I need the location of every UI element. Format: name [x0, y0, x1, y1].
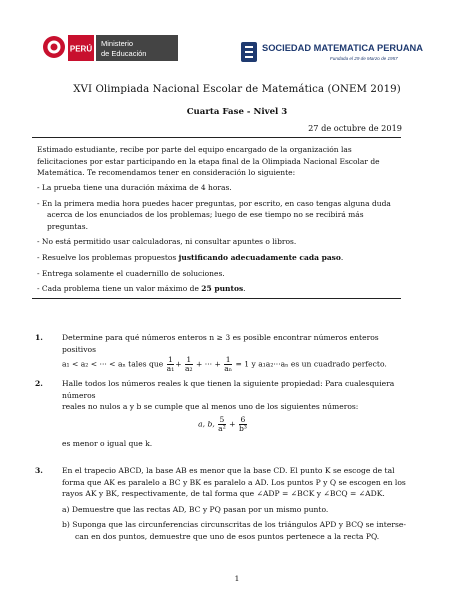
svg-text:SOCIEDAD MATEMATICA PERUANA: SOCIEDAD MATEMATICA PERUANA [262, 43, 423, 53]
instructions-list [37, 182, 399, 299]
page-subtitle: Cuarta Fase - Nivel 3 [186, 107, 288, 117]
svg-text:de Educación: de Educación [101, 49, 147, 58]
instruction-item: - Cada problema tiene un valor máximo de 25 puntos. [37, 284, 246, 294]
svg-text:Ministerio: Ministerio [101, 39, 134, 48]
problem-2-formula: a, b, $\frac{5}{\text{a²}}$ + $\frac{6}{\text{b³}}$ [198, 415, 247, 434]
problem-2-line3: es menor o igual que k. [62, 439, 153, 449]
fraction: $\frac{1}{\text{a₁}}$ [166, 355, 175, 374]
problem-number: 2. [35, 379, 43, 388]
instruction-item: - Resuelve los problemas propuestos justificando adecuadamente cada paso. [37, 252, 344, 262]
problem-2-line2: reales no nulos a y b se cumple que al menos uno de los siguientes números: [62, 402, 359, 412]
problem-3-line2: forma que AK es paralelo a BC y BK es paralelo a AD. Los puntos P y Q se escogen en los [62, 477, 406, 487]
problem-3-part-b: b) Suponga que las circunferencias circunscritas de los triángulos APD y BCQ se interse- can en dos puntos, demuestre que uno de esos puntos pertenece a la recta PQ. [62, 519, 406, 541]
instruction-item: - En la primera media hora puedes hacer preguntas, por escrito, en caso tengas alguna duda acerca de los enunciados de los problemas; luego de ese tiempo no se recibirá más preguntas. [37, 198, 391, 231]
instruction-item: - No está permitido usar calculadoras, ni consultar apuntes o libros. [37, 237, 297, 247]
fraction: $\frac{5}{\text{a²}}$ [218, 415, 226, 434]
problem-number: 1. [35, 333, 43, 342]
problem-3 [37, 465, 409, 542]
intro-paragraph: Estimado estudiante, recibe por parte del equipo encargado de la organización las felicitaciones por estar participando en la etapa final de la Olimpiada Nacional Escolar de Matemática. Te recomendamos tener en consideración lo siguiente: [37, 145, 380, 178]
problem-1 [37, 332, 409, 373]
svg-text:Fundada el 29 de Marzo de 1957: Fundada el 29 de Marzo de 1957 [330, 56, 398, 61]
instruction-item: - Entrega solamente el cuadernillo de soluciones. [37, 268, 225, 278]
problem-3-line3: rayos AK y BK, respectivamente, de tal forma que ∠ADP = ∠BCK y ∠BCQ = ∠ADK. [62, 489, 385, 499]
problem-2-line1: Halle todos los números reales k que tienen la siguiente propiedad: Para cualesquiera números [62, 379, 395, 400]
fraction: $\frac{6}{\text{b³}}$ [238, 415, 247, 434]
peru-coat-of-arms-icon [43, 36, 65, 58]
exam-date: 27 de octubre de 2019 [308, 123, 402, 133]
bottom-divider [32, 298, 401, 299]
ministerio-educacion-logo [40, 33, 180, 63]
page-title: XVI Olimpiada Nacional Escolar de Matemática (ONEM 2019) [73, 84, 401, 95]
problem-1-line2: a₁ < a₂ < ··· < aₙ tales que $\frac{1}{\text{a₁}}$ + $\frac{1}{\text{a₂}}$ + ··· + $\frac{1}{\text{aₙ}}$ = 1 y a₁a₂···aₙ es un cuadrado perfecto. [62, 355, 387, 374]
instruction-item: - La prueba tiene una duración máxima de 4 horas. [37, 183, 232, 192]
page-number: 1 [234, 574, 240, 583]
top-divider [32, 137, 401, 138]
problem-3-line1: En el trapecio ABCD, la base AB es menor que la base CD. El punto K se escoge de tal [62, 466, 395, 475]
sociedad-matematica-peruana-logo [240, 40, 423, 64]
problem-1-line1: Determine para qué números enteros n ≥ 3 es posible encontrar números enteros positivos [62, 333, 379, 354]
fraction: $\frac{1}{\text{a₂}}$ [185, 355, 193, 374]
smp-emblem-icon [241, 42, 257, 62]
problem-number: 3. [35, 466, 43, 475]
svg-text:PERÚ: PERÚ [69, 44, 93, 54]
fraction: $\frac{1}{\text{aₙ}}$ [224, 355, 233, 374]
problem-2 [37, 378, 409, 450]
problem-3-part-a: a) Demuestre que las rectas AD, BC y PQ pasan por un mismo punto. [62, 505, 329, 515]
